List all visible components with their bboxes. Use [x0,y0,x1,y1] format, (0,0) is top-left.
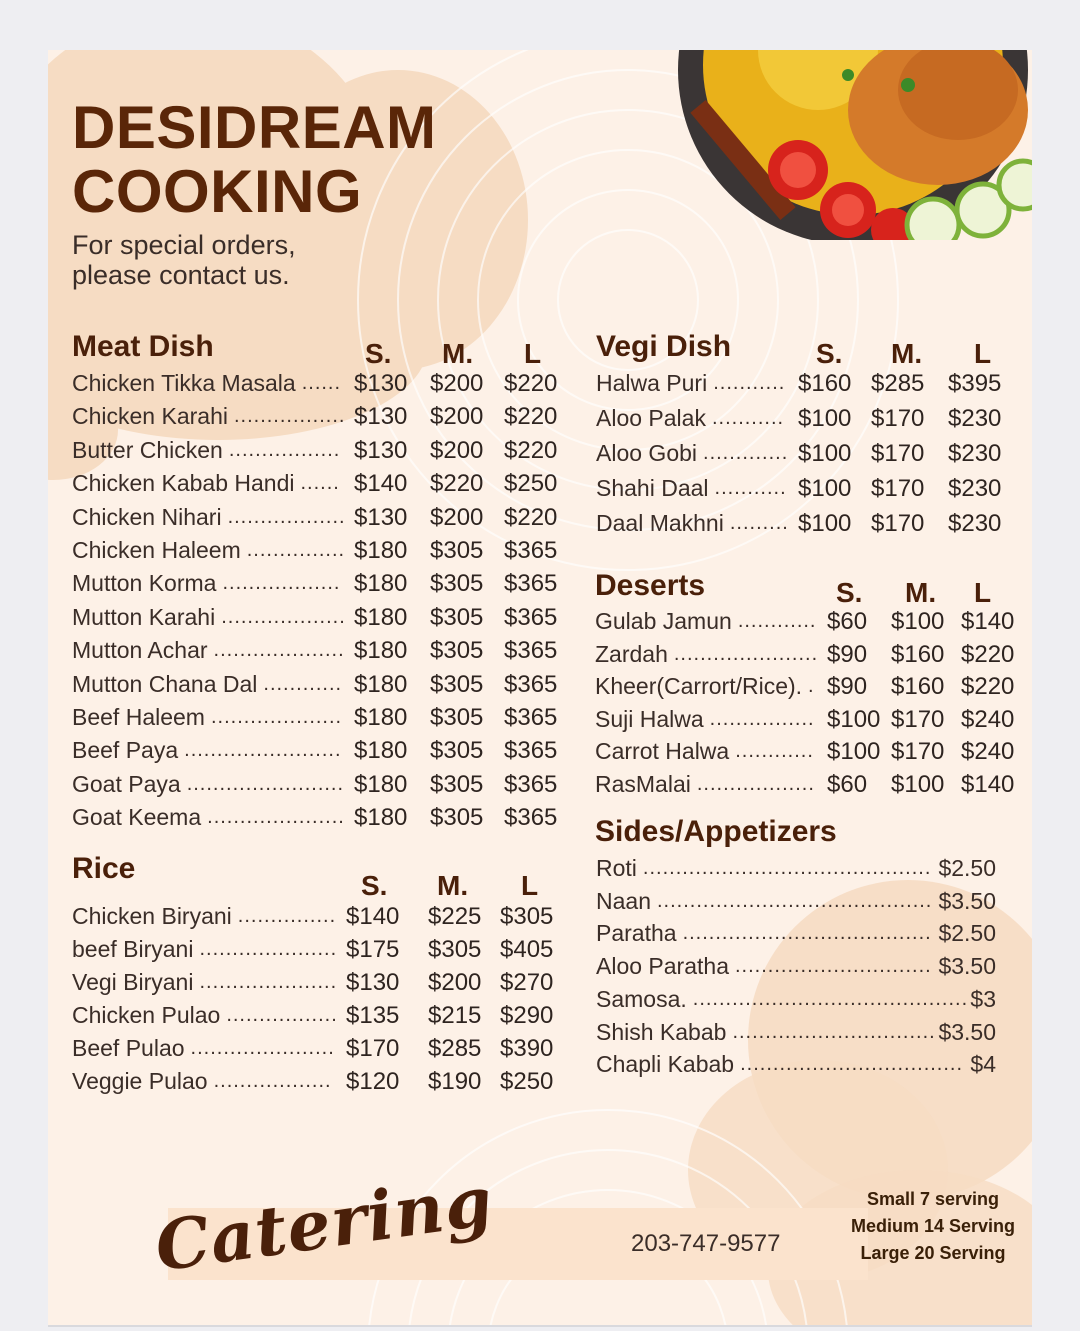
dot-leader: ................... [221,605,346,628]
price-small: $170 [346,1035,400,1062]
menu-item-row [596,370,1018,400]
menu-item-row [72,1035,570,1065]
menu-item-row [72,437,574,467]
item-name: Chicken Biryani [72,903,232,929]
price-large: $220 [504,503,558,531]
price-large: $390 [500,1035,554,1062]
price-small: $100 [798,440,852,467]
item-name: Veggie Pulao [72,1068,208,1094]
side-item-row [596,920,996,950]
item-name: Beef Haleem [72,704,205,730]
price-medium: $200 [428,969,482,996]
price-large: $250 [504,470,558,498]
price-large: $365 [504,537,558,564]
price-small: $180 [354,704,408,731]
item-price: $3.50 [938,1018,996,1045]
item-name: Halwa Puri [596,370,708,396]
price-medium: $305 [430,537,484,564]
price-small: $100 [827,738,881,766]
dot-leader: ......... [729,512,789,534]
price-large: $270 [500,969,554,996]
side-item-row [596,1019,996,1049]
menu-item-row [72,704,574,734]
price-medium: $305 [430,670,484,698]
price-small: $180 [354,603,408,631]
item-name: Samosa. [596,985,687,1012]
item-name: Mutton Chana Dal [72,670,258,697]
price-large: $405 [500,936,554,963]
section-title: Meat Dish [72,330,214,363]
dot-leader: ..................... [199,971,338,993]
price-large: $365 [504,804,558,832]
food-plate-illustration [638,50,1032,240]
dot-leader: ........... [714,477,787,499]
price-medium: $285 [871,370,925,397]
price-large: $220 [504,436,558,464]
item-name: Aloo Palak [596,405,706,431]
dot-leader: .................... [210,706,343,728]
price-small: $130 [354,436,408,464]
dot-leader: ...................... [190,1037,335,1059]
price-medium: $305 [430,770,484,798]
menu-item-row [72,671,574,701]
price-large: $220 [504,370,558,397]
dot-leader: ..................... [199,938,338,960]
dot-leader: ............ [735,740,814,763]
menu-item-row [72,969,570,999]
price-large: $365 [504,704,558,731]
price-medium: $170 [871,510,925,537]
price-large: $305 [500,903,554,930]
item-name: Goat Paya [72,770,181,797]
price-small: $100 [798,405,852,432]
dot-leader: .................. [213,1070,332,1092]
price-small: $160 [798,370,852,397]
price-medium: $305 [430,737,484,765]
price-large: $140 [961,771,1015,798]
dot-leader: ................ [709,707,815,730]
price-medium: $220 [430,470,484,498]
menu-item-row [595,608,1031,638]
price-small: $100 [798,510,852,537]
item-name: Carrot Halwa [595,738,730,765]
dot-leader: ................. [228,438,341,461]
price-medium: $200 [430,370,484,397]
price-large: $365 [504,770,558,798]
item-price: $4 [970,1051,996,1078]
menu-item-row [596,405,1018,435]
price-small: $90 [827,673,868,701]
item-name: Chicken Tikka Masala [72,370,296,396]
menu-item-row [596,510,1018,540]
price-large: $230 [948,440,1002,467]
size-large-header: L [974,338,992,369]
price-small: $120 [346,1068,400,1095]
price-small: $135 [346,1002,400,1029]
side-item-row [596,855,996,885]
menu-item-row [72,403,574,433]
dot-leader: .................... [213,639,345,662]
size-large-header: L [521,870,539,901]
section-title: Rice [72,852,136,885]
dot-leader: ............................... [732,1020,936,1043]
section-title: Sides/Appetizers [595,815,837,848]
menu-item-row [72,771,574,801]
item-name: Naan [596,887,651,914]
menu-item-row [72,1002,570,1032]
size-small-header: S. [365,338,392,369]
menu-item-row [595,673,1031,703]
item-name: Chicken Haleem [72,537,241,563]
price-large: $250 [500,1068,554,1095]
item-name: Mutton Karahi [72,603,216,630]
dot-leader: ............... [237,905,337,927]
dot-leader: ................. [233,405,346,428]
price-large: $140 [961,608,1015,635]
size-small-header: S. [816,338,843,369]
dot-leader: ........................ [184,739,342,762]
item-name: Chicken Pulao [72,1002,221,1028]
size-medium-header: M. [891,338,923,369]
item-name: Goat Keema [72,804,202,831]
side-item-row [596,953,996,983]
price-medium: $160 [891,640,945,668]
dot-leader: ............ [263,672,343,695]
price-small: $130 [354,370,408,397]
item-price: $3.50 [938,953,996,980]
item-price: $3 [970,985,996,1012]
dot-leader: ............... [246,539,346,561]
special-orders-note: For special orders, please contact us. [72,230,296,290]
item-name: Vegi Biryani [72,969,194,995]
price-large: $290 [500,1002,554,1029]
price-small: $180 [354,637,408,665]
item-name: Suji Halwa [595,705,704,732]
menu-item-row [72,570,574,600]
menu-item-row [72,737,574,767]
menu-item-row [595,641,1031,671]
dot-leader: ............ [737,610,817,632]
dot-leader: .................................. [740,1053,964,1076]
item-name: Chicken Nihari [72,503,222,530]
price-small: $90 [827,640,868,668]
price-small: $140 [354,470,408,498]
item-name: beef Biryani [72,936,194,962]
item-name: Shahi Daal [596,475,709,501]
dot-leader: ............................................ [642,857,932,879]
price-medium: $215 [428,1002,482,1029]
dot-leader: .................. [696,773,815,795]
dot-leader: .................. [227,505,346,528]
price-large: $365 [504,570,558,598]
price-large: $395 [948,370,1002,397]
price-small: $100 [827,705,881,733]
item-name: Shish Kabab [596,1018,727,1045]
price-large: $240 [961,705,1015,733]
menu-item-row [72,604,574,634]
price-medium: $170 [871,440,925,467]
dot-leader: .................. [222,572,341,595]
price-small: $180 [354,537,408,564]
dot-leader: ........... [711,407,785,429]
price-small: $60 [827,771,868,798]
price-medium: $305 [430,603,484,631]
price-large: $220 [961,640,1015,668]
price-medium: $170 [891,705,945,733]
item-name: Beef Pulao [72,1035,185,1061]
menu-item-row [72,804,574,834]
dot-leader: ...... [300,472,340,495]
menu-item-row [595,706,1031,736]
dot-leader: ..................... [207,806,345,829]
item-name: Mutton Korma [72,570,217,597]
price-large: $230 [948,405,1002,432]
item-name: Gulab Jamun [595,608,732,634]
item-price: $2.50 [938,855,996,881]
item-name: Roti [596,855,637,881]
section-title: Vegi Dish [596,330,732,363]
menu-item-row [595,738,1031,768]
size-large-header: L [524,338,542,369]
price-medium: $200 [430,436,484,464]
restaurant-title: DESIDREAM COOKING [72,94,437,225]
price-large: $365 [504,670,558,698]
dot-leader: ...................................... [682,922,932,945]
side-item-row [596,986,996,1016]
price-small: $180 [354,570,408,598]
menu-item-row [72,504,574,534]
price-medium: $190 [428,1068,482,1095]
serving-sizes [838,1186,1028,1267]
price-small: $180 [354,770,408,798]
price-large: $365 [504,637,558,665]
menu-item-row [72,637,574,667]
menu-item-row [596,440,1018,470]
dot-leader: . [808,675,815,698]
dot-leader: ...... [301,372,342,394]
item-name: RasMalai [595,771,691,797]
price-small: $130 [354,503,408,531]
menu-flyer [48,50,1032,1325]
menu-item-row [72,903,570,933]
price-medium: $305 [430,704,484,731]
dot-leader: ................. [226,1004,338,1026]
serving-medium: Medium 14 Serving [850,1216,1016,1236]
price-medium: $200 [430,503,484,531]
size-small-header: S. [836,577,863,608]
item-name: Aloo Gobi [596,440,698,466]
size-medium-header: M. [905,577,937,608]
item-name: Daal Makhni [596,510,724,536]
price-small: $100 [798,475,852,502]
item-name: Chapli Kabab [596,1051,735,1078]
size-large-header: L [974,577,992,608]
price-large: $365 [504,603,558,631]
serving-small: Small 7 serving [866,1189,1000,1209]
price-medium: $100 [891,608,945,635]
item-name: Zardah [595,640,668,667]
dot-leader: .............................. [734,955,932,978]
serving-large: Large 20 Serving [860,1243,1006,1263]
price-medium: $305 [428,936,482,963]
price-large: $220 [961,673,1015,701]
item-name: Kheer(Carrort/Rice). [595,673,803,700]
menu-item-row [596,475,1018,505]
price-large: $365 [504,737,558,765]
price-small: $130 [354,403,408,431]
item-name: Butter Chicken [72,436,223,463]
menu-item-row [72,537,574,567]
item-name: Paratha [596,920,677,947]
catering-logo: Catering [150,1161,498,1288]
size-medium-header: M. [442,338,474,369]
item-price: $2.50 [938,920,996,947]
price-medium: $305 [430,637,484,665]
price-small: $180 [354,670,408,698]
section-title: Deserts [595,569,706,602]
menu-item-row [595,771,1031,801]
price-medium: $200 [430,403,484,431]
price-small: $175 [346,936,400,963]
price-small: $140 [346,903,400,930]
price-medium: $170 [871,475,925,502]
size-small-header: S. [361,870,388,901]
price-small: $180 [354,737,408,765]
price-small: $60 [827,608,868,635]
dot-leader: ............. [703,442,789,464]
item-name: Beef Paya [72,737,179,764]
dot-leader: ........... [713,372,786,394]
menu-item-row [72,370,574,400]
side-item-row [596,1051,996,1081]
item-name: Mutton Achar [72,637,208,664]
price-medium: $225 [428,903,482,930]
dot-leader: ...................... [673,642,819,665]
price-small: $180 [354,804,408,832]
dot-leader: .......................................... [656,889,933,912]
dot-leader: .......................................... [692,987,969,1010]
price-large: $220 [504,403,558,431]
price-medium: $100 [891,771,945,798]
side-item-row [596,888,996,918]
price-medium: $170 [891,738,945,766]
price-medium: $305 [430,804,484,832]
price-medium: $305 [430,570,484,598]
menu-item-row [72,936,570,966]
item-name: Chicken Kabab Handi [72,470,295,497]
menu-item-row [72,1068,570,1098]
price-large: $230 [948,475,1002,502]
item-price: $3.50 [938,887,996,914]
item-name: Chicken Karahi [72,403,228,430]
price-medium: $170 [871,405,925,432]
item-name: Aloo Paratha [596,953,729,980]
price-small: $130 [346,969,400,996]
price-medium: $285 [428,1035,482,1062]
price-large: $240 [961,738,1015,766]
dot-leader: ........................ [186,772,345,795]
price-medium: $160 [891,673,945,701]
price-large: $230 [948,510,1002,537]
menu-item-row [72,470,574,500]
phone-number[interactable]: 203-747-9577 [631,1230,781,1257]
size-medium-header: M. [437,870,469,901]
